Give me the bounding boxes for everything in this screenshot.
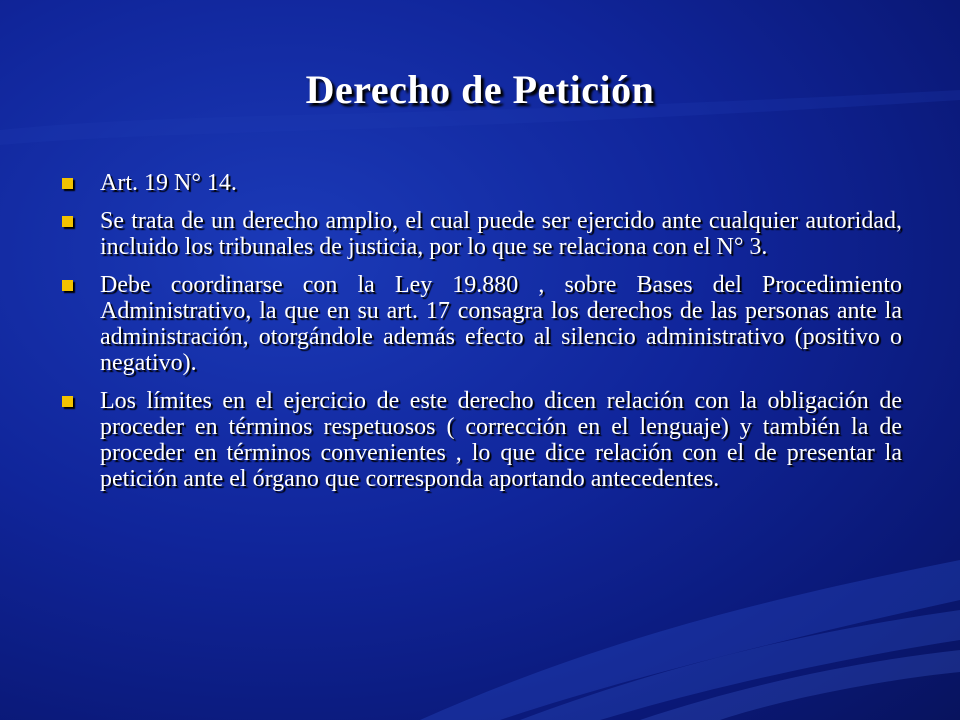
square-bullet-icon (62, 280, 73, 291)
bullet-text: Debe coordinarse con la Ley 19.880 , sobre Bases del Procedimiento Administrativo, la que en su art. 17 consagra los derechos de las personas ante la administración, otorgándole además efecto al silencio administrativo (positivo o negativo). (100, 272, 902, 376)
bullet-text: Se trata de un derecho amplio, el cual puede ser ejercido ante cualquier autoridad, incluido los tribunales de justicia, por lo que se relaciona con el N° 3. (100, 208, 902, 260)
bullet-item (60, 388, 902, 492)
bullet-item (60, 170, 902, 196)
square-bullet-icon (62, 216, 73, 227)
square-bullet-icon (62, 396, 73, 407)
slide-title: Derecho de Petición (305, 67, 655, 112)
square-bullet-icon (62, 178, 73, 189)
bullet-list (60, 170, 902, 504)
bullet-text: Los límites en el ejercicio de este derecho dicen relación con la obligación de proceder en términos respetuosos ( corrección en el lenguaje) y también la de proceder en términos convenientes , lo que dice relación con el de presentar la petición ante el órgano que corresponda aportando antecedentes. (100, 388, 902, 492)
bullet-text: Art. 19 N° 14. (100, 170, 237, 196)
bullet-item (60, 208, 902, 260)
bullet-item (60, 272, 902, 376)
